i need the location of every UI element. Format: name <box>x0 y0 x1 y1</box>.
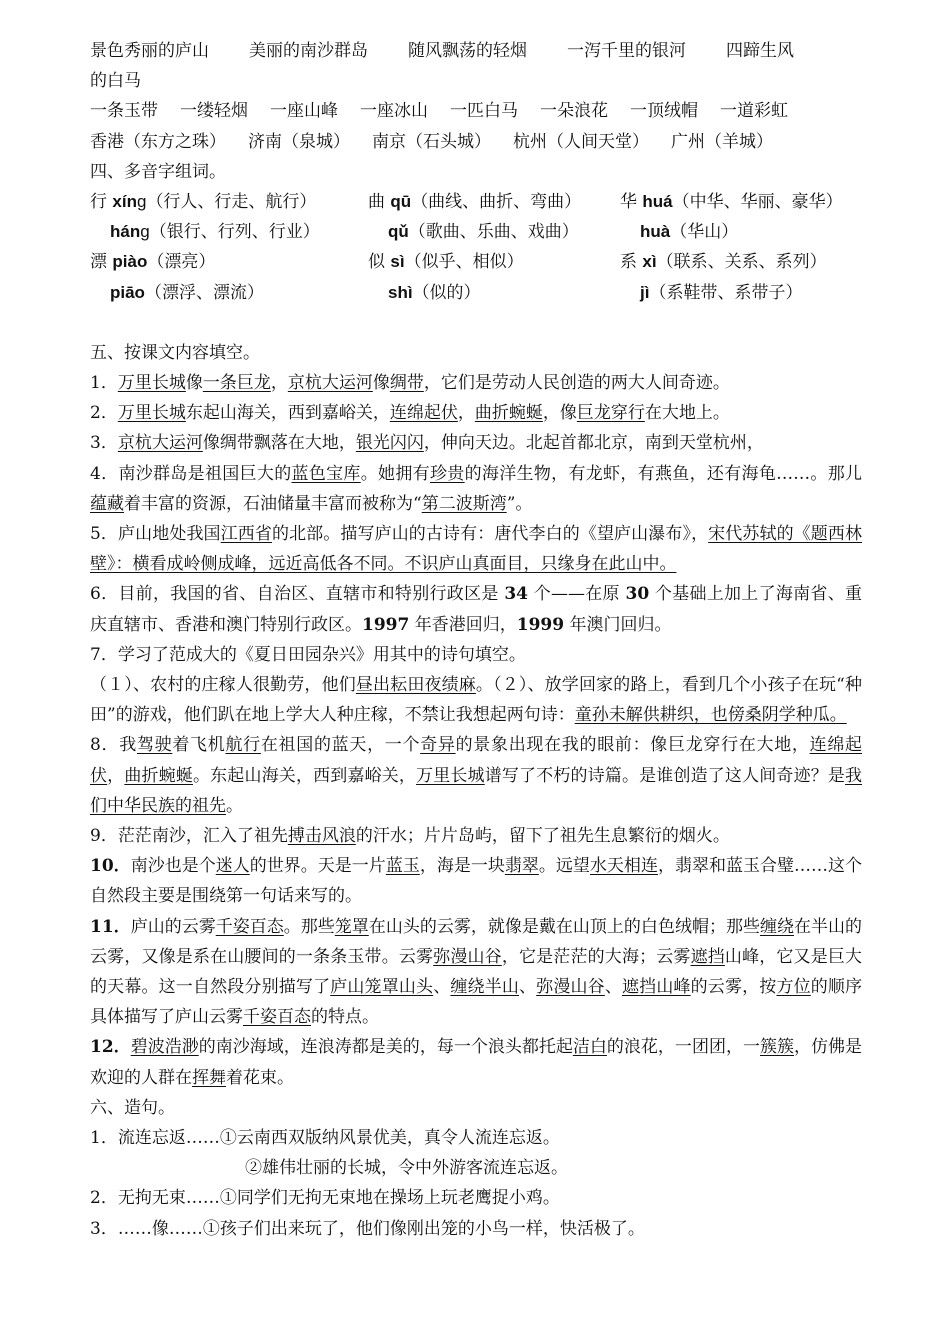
scenery-phrases-continuation: 的白马 <box>90 71 141 92</box>
pinyin: piāo <box>110 282 145 302</box>
item-text: 万里长城东起山海关，西到嘉峪关，连绵起伏，曲折蜿蜒，像巨龙穿行在大地上。 <box>117 403 730 424</box>
item-number: 9． <box>90 826 118 847</box>
phrase: 随风飘荡的轻烟 <box>408 41 527 61</box>
pinyin: hán <box>110 222 141 242</box>
polyphone-row <box>90 187 862 217</box>
example-sentence: ①孩子们出来玩了，他们像刚出笼的小鸟一样，快活极了。 <box>202 1218 645 1239</box>
polyphone-words: （漂亮） <box>147 252 216 273</box>
item-text: 学习了范成大的《夏日田园杂兴》用其中的诗句填空。 <box>117 644 526 665</box>
polyphone-words: （行人、行走、航行） <box>146 192 317 213</box>
polyphone-entry <box>388 278 481 308</box>
phrase: 美丽的南沙群岛 <box>249 41 368 61</box>
item-text: （１）、农村的庄稼人很勤劳，他们昼出耘田夜绩麻。（２）、放学回家的路上，看到几个小孩子在玩“种田”的游戏，他们趴在地上学大人种庄稼，不禁让我想起两句诗：童孙未解供耕织，也傍桑阴学种瓜。 <box>90 675 863 726</box>
pinyin: xín <box>112 192 137 212</box>
item-number: 6． <box>90 584 119 605</box>
polyphone-char: 行 <box>90 192 107 213</box>
measure-phrase: 一座冰山 <box>360 101 428 122</box>
fill-in-item <box>90 428 862 458</box>
item-number: 11． <box>90 916 131 937</box>
sentence-item <box>90 1123 862 1153</box>
pinyin: xì <box>642 252 657 272</box>
item-text: 碧波浩渺的南沙海域，连浪涛都是美的，每一个浪头都托起洁白的浪花，一团团，一簇簇，仿佛是欢迎的人群在挥舞着花束。 <box>90 1037 863 1088</box>
polyphone-entry <box>368 187 581 217</box>
item-text: 京杭大运河像绸带飘落在大地，银光闪闪，伸向天边。北起首都北京，南到天堂杭州， <box>117 433 764 454</box>
pinyin: shì <box>388 282 413 302</box>
section-heading: 五、按课文内容填空。 <box>90 342 260 363</box>
polyphone-words: （系鞋带、系带子） <box>649 282 803 303</box>
polyphone-words: （漂浮、漂流） <box>144 282 264 303</box>
item-text: 万里长城像一条巨龙，京杭大运河像绸带，它们是劳动人民创造的两大人间奇迹。 <box>117 372 730 393</box>
pinyin-tail: g <box>140 222 150 242</box>
pinyin: qū <box>390 192 412 212</box>
measure-words-line <box>90 96 862 126</box>
polyphone-char: 曲 <box>368 192 385 213</box>
item-number: 8． <box>90 735 120 756</box>
fill-in-item <box>90 851 862 911</box>
fill-in-item <box>90 730 862 821</box>
pinyin: qǔ <box>388 222 409 242</box>
polyphone-words: （似的） <box>412 282 481 303</box>
item-text: 茫茫南沙，汇入了祖先搏击风浪的汗水；片片岛屿，留下了祖先生息繁衍的烟火。 <box>117 826 730 847</box>
polyphone-entry <box>388 217 579 247</box>
pinyin: huà <box>640 222 671 242</box>
sentence-item <box>90 1183 862 1213</box>
polyphone-entry <box>640 217 738 247</box>
item-text: 南沙群岛是祖国巨大的蓝色宝库。她拥有珍贵的海洋生物，有龙虾，有燕鱼，还有海龟……。那儿蕴藏着丰富的资源，石油储量丰富而被称为“第二波斯湾”。 <box>90 463 863 514</box>
sentence-item <box>90 1153 862 1183</box>
pinyin: huá <box>642 192 673 212</box>
polyphone-entry <box>110 278 264 308</box>
polyphone-words: （华山） <box>670 222 739 243</box>
polyphone-row <box>90 217 862 247</box>
city-nickname: 南京（石头城） <box>372 131 491 152</box>
phrase: 四蹄生风 <box>726 41 794 61</box>
fill-in-item <box>90 459 862 519</box>
pinyin: jì <box>640 282 650 302</box>
item-number: 2． <box>90 1188 118 1209</box>
city-nickname: 广州（羊城） <box>671 131 773 152</box>
polyphone-words: （银行、行列、行业） <box>149 222 320 243</box>
phrase: 景色秀丽的庐山 <box>90 41 209 61</box>
fill-in-item <box>90 1032 862 1092</box>
polyphone-words: （联系、关系、系列） <box>656 252 827 273</box>
fill-in-item <box>90 579 862 639</box>
item-number: 3． <box>90 433 118 454</box>
polyphone-char: 漂 <box>90 252 107 273</box>
section-heading: 四、多音字组词。 <box>90 161 226 182</box>
pinyin-tail: g <box>136 192 147 212</box>
item-text: 目前，我国的省、自治区、直辖市和特别行政区是 34 个——在原 30 个基础上加上了海南省、重庆直辖市、香港和澳门特别行政区。1997 年香港回归，1999 年澳门回归。 <box>90 584 862 635</box>
measure-phrase: 一匹白马 <box>450 101 518 122</box>
pinyin: piào <box>112 252 148 272</box>
polyphone-row <box>90 247 862 277</box>
fill-in-item <box>90 912 862 1033</box>
item-number: 12． <box>90 1037 131 1058</box>
polyphone-words: （似乎、相似） <box>404 252 524 273</box>
polyphone-row <box>90 278 862 308</box>
fill-in-item <box>90 640 862 670</box>
item-number: 3． <box>90 1218 118 1239</box>
fill-in-item <box>90 398 862 428</box>
polyphone-entry <box>368 247 524 277</box>
polyphone-entry <box>640 278 802 308</box>
sentence-list <box>90 1123 862 1244</box>
polyphone-table <box>90 187 862 308</box>
item-number: 1． <box>90 372 118 393</box>
measure-phrase: 一朵浪花 <box>540 101 608 122</box>
polyphone-entry <box>90 187 316 217</box>
item-text: 我驾驶着飞机航行在祖国的蓝天，一个奇异的景象出现在我的眼前：像巨龙穿行在大地，连绵起伏，曲折蜿蜒。东起山海关，西到嘉峪关，万里长城谱写了不朽的诗篇。是谁创造了这人间奇迹？是我们中华民族的祖先。 <box>90 735 863 816</box>
city-nickname: 香港（东方之珠） <box>90 131 226 152</box>
phrase: 一泻千里的银河 <box>567 41 686 61</box>
polyphone-entry <box>620 247 827 277</box>
fill-in-item <box>90 670 862 730</box>
measure-phrase: 一缕轻烟 <box>180 101 248 122</box>
polyphone-words: （歌曲、乐曲、戏曲） <box>408 222 579 243</box>
sentence-item <box>90 1214 862 1244</box>
measure-phrase: 一条玉带 <box>90 101 158 122</box>
fill-in-item <box>90 519 862 579</box>
example-sentence: ②雄伟壮丽的长城，令中外游客流连忘返。 <box>245 1158 568 1179</box>
scenery-phrases-line <box>90 36 862 66</box>
example-sentence: ①同学们无拘无束地在操场上玩老鹰捉小鸡。 <box>219 1188 560 1209</box>
polyphone-words: （中华、华丽、豪华） <box>672 192 843 213</box>
item-number: 10． <box>90 856 131 877</box>
sentence-keyword: ……像…… <box>117 1218 203 1239</box>
city-nickname: 济南（泉城） <box>248 131 350 152</box>
document-page <box>90 36 862 1244</box>
fill-in-item <box>90 821 862 851</box>
item-number: 5． <box>90 523 119 544</box>
item-text: 南沙也是个迷人的世界。天是一片蓝玉，海是一块翡翠。远望水天相连，翡翠和蓝玉合璧……这个自然段主要是围绕第一句话来写的。 <box>90 856 863 907</box>
polyphone-words: （曲线、曲折、弯曲） <box>411 192 582 213</box>
city-nicknames-line <box>90 127 862 157</box>
item-number: 7． <box>90 644 118 665</box>
fill-in-item <box>90 368 862 398</box>
polyphone-char: 似 <box>368 252 385 273</box>
sentence-keyword: 流连忘返…… <box>117 1128 220 1149</box>
item-number: 2． <box>90 403 118 424</box>
item-number: 4． <box>90 463 119 484</box>
example-sentence: ①云南西双版纳风景优美，真令人流连忘返。 <box>219 1128 560 1149</box>
item-number: 1． <box>90 1128 118 1149</box>
polyphone-entry <box>110 217 320 247</box>
polyphone-entry <box>90 247 215 277</box>
polyphone-entry <box>620 187 843 217</box>
measure-phrase: 一顶绒帽 <box>630 101 698 122</box>
measure-phrase: 一座山峰 <box>270 101 338 122</box>
polyphone-char: 华 <box>620 192 637 213</box>
item-text: 庐山的云雾千姿百态。那些笼罩在山头的云雾，就像是戴在山顶上的白色绒帽；那些缠绕在半山的云雾，又像是系在山腰间的一条条玉带。云雾弥漫山谷，它是茫茫的大海；云雾遮挡山峰，它又是巨大的天幕。这一自然段分别描写了庐山笼罩山头、缠绕半山、弥漫山谷、遮挡山峰的云雾，按方位的顺序具体描写了庐山云雾千姿百态的特点。 <box>90 916 863 1028</box>
polyphone-char: 系 <box>620 252 637 273</box>
section-heading: 六、造句。 <box>90 1097 175 1118</box>
fill-in-list <box>90 368 862 1093</box>
pinyin: sì <box>390 252 405 272</box>
item-text: 庐山地处我国江西省的北部。描写庐山的古诗有：唐代李白的《望庐山瀑布》，宋代苏轼的《题西林壁》：横看成岭侧成峰，远近高低各不同。不识庐山真面目，只缘身在此山中。 <box>90 523 863 575</box>
sentence-keyword: 无拘无束…… <box>117 1188 220 1209</box>
measure-phrase: 一道彩虹 <box>720 101 788 122</box>
city-nickname: 杭州（人间天堂） <box>513 131 649 152</box>
